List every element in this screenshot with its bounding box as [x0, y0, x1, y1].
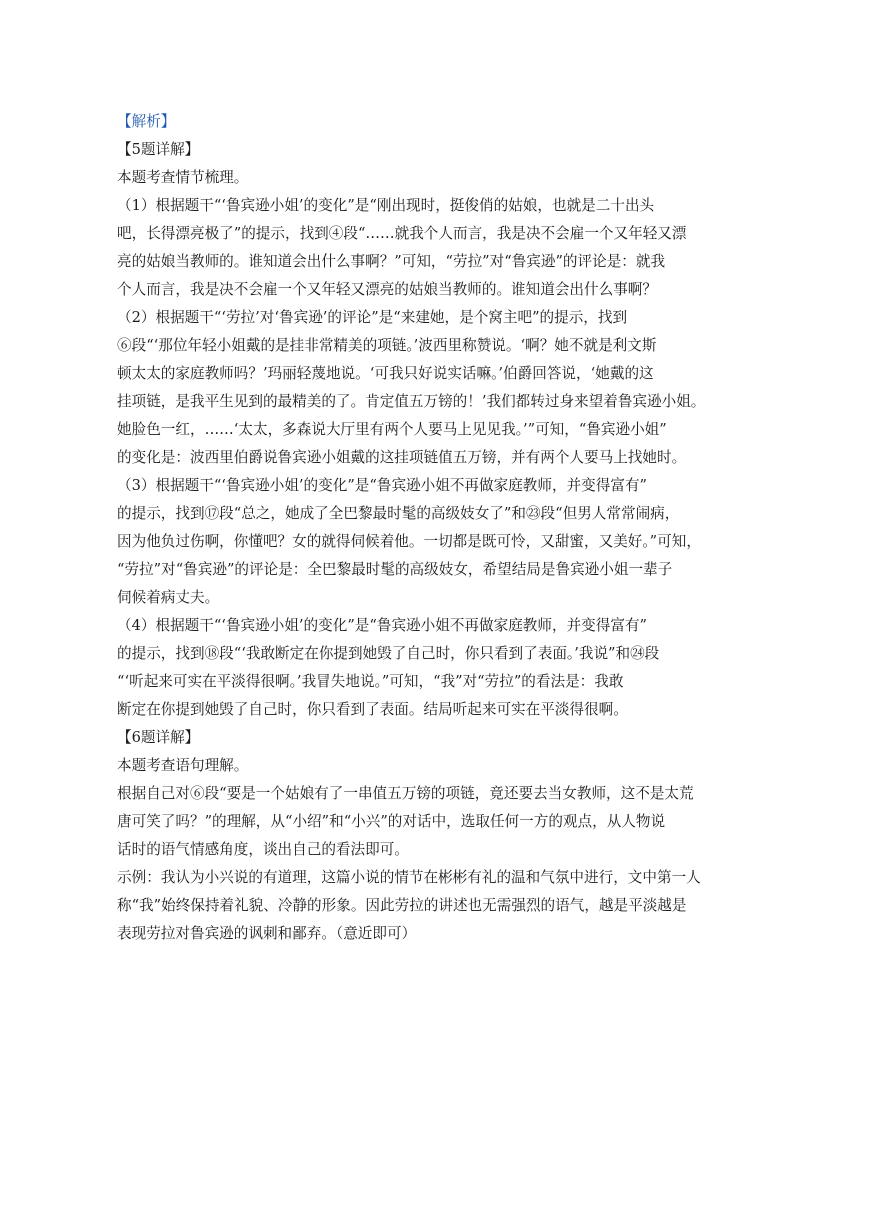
- text-line: “‘听起来可实在平淡得很啊。’我冒失地说。”可知，“我”对“劳拉”的看法是：我敢: [117, 673, 624, 690]
- q5-heading: 【5题详解】: [117, 141, 200, 158]
- q6-intro: 本题考查语句理解。: [117, 757, 249, 774]
- q5-intro: 本题考查情节梳理。: [117, 169, 249, 186]
- text-line: 她脸色一红，……‘太太，多森说大厅里有两个人要马上见见我。’”可知，“鲁宾逊小姐”: [117, 421, 667, 438]
- analysis-label: 【解析】: [117, 113, 176, 130]
- text-line: 示例：我认为小兴说的有道理，这篇小说的情节在彬彬有礼的温和气氛中进行，文中第一人: [117, 869, 701, 886]
- text-line: （2）根据题干“‘劳拉’对‘鲁宾逊’的评论”是“来建她，是个窝主吧”的提示，找到: [117, 309, 628, 326]
- q5-paragraph-3: [117, 472, 757, 612]
- q5-paragraph-1: [117, 192, 757, 304]
- text-line: （4）根据题干“‘鲁宾逊小姐’的变化”是“鲁宾逊小姐不再做家庭教师，并变得富有”: [117, 617, 648, 634]
- text-line: 个人而言，我是决不会雇一个又年轻又漂亮的姑娘当教师的。谁知道会出什么事啊？: [117, 281, 657, 298]
- text-line: 表现劳拉对鲁宾逊的讽刺和鄙弃。（意近即可）: [117, 925, 417, 942]
- q6-example: [117, 864, 757, 948]
- text-line: 顿太太的家庭教师吗？’玛丽轻蔑地说。‘可我只好说实话嘛。’伯爵回答说，‘她戴的这: [117, 365, 654, 382]
- text-line: 根据自己对⑥段“要是一个姑娘有了一串值五万镑的项链，竟还要去当女教师，这不是太荒: [117, 785, 694, 802]
- text-line: 吧，长得漂亮极了”的提示，找到④段“……就我个人而言，我是决不会雇一个又年轻又漂: [117, 225, 687, 242]
- text-line: 伺候着病丈夫。: [117, 589, 220, 606]
- text-line: 的变化是：波西里伯爵说鲁宾逊小姐戴的这挂项链值五万镑，并有两个人要马上找她时。: [117, 449, 687, 466]
- text-line: 挂项链，是我平生见到的最精美的了。肯定值五万镑的！’我们都转过身来望着鲁宾逊小姐。: [117, 393, 706, 410]
- text-line: “劳拉”对“鲁宾逊”的评论是：全巴黎最时髦的高级妓女，希望结局是鲁宾逊小姐一辈子: [117, 561, 673, 578]
- text-line: 称“我”始终保持着礼貌、冷静的形象。因此劳拉的讲述也无需强烈的语气，越是平淡越是: [117, 897, 687, 914]
- q5-paragraph-2: [117, 304, 757, 472]
- text-line: 断定在你提到她毁了自己时，你只看到了表面。结局听起来可实在平淡得很啊。: [117, 701, 628, 718]
- text-line: ⑥段“‘那位年轻小姐戴的是挂非常精美的项链。’波西里称赞说。‘啊？她不就是利文斯: [117, 337, 657, 354]
- text-line: 的提示，找到⑱段“‘我敢断定在你提到她毁了自己时，你只看到了表面。’我说”和㉔段: [117, 645, 660, 662]
- text-line: （3）根据题干“‘鲁宾逊小姐’的变化”是“鲁宾逊小姐不再做家庭教师，并变得富有”: [117, 477, 648, 494]
- text-line: 的提示，找到⑰段“总之，她成了全巴黎最时髦的高级妓女了”和㉓段“但男人常常闹病，: [117, 505, 680, 522]
- answer-analysis-page: [117, 108, 757, 948]
- text-line: 唐可笑了吗？”的理解，从“小绍”和“小兴”的对话中，选取任何一方的观点，从人物说: [117, 813, 666, 830]
- q6-paragraph-1: [117, 780, 757, 864]
- text-line: 亮的姑娘当教师的。谁知道会出什么事啊？”可知，“劳拉”对“鲁宾逊”的评论是：就我: [117, 253, 666, 270]
- q6-heading: 【6题详解】: [117, 729, 200, 746]
- q5-paragraph-4: [117, 612, 757, 724]
- text-line: 因为他负过伤啊，你懂吧？女的就得伺候着他。一切都是既可怜，又甜蜜，又美好。”可知，: [117, 533, 701, 550]
- text-line: 话时的语气情感角度，谈出自己的看法即可。: [117, 841, 409, 858]
- text-line: （1）根据题干“‘鲁宾逊小姐’的变化”是“刚出现时，挺俊俏的姑娘，也就是二十出头: [117, 197, 655, 214]
